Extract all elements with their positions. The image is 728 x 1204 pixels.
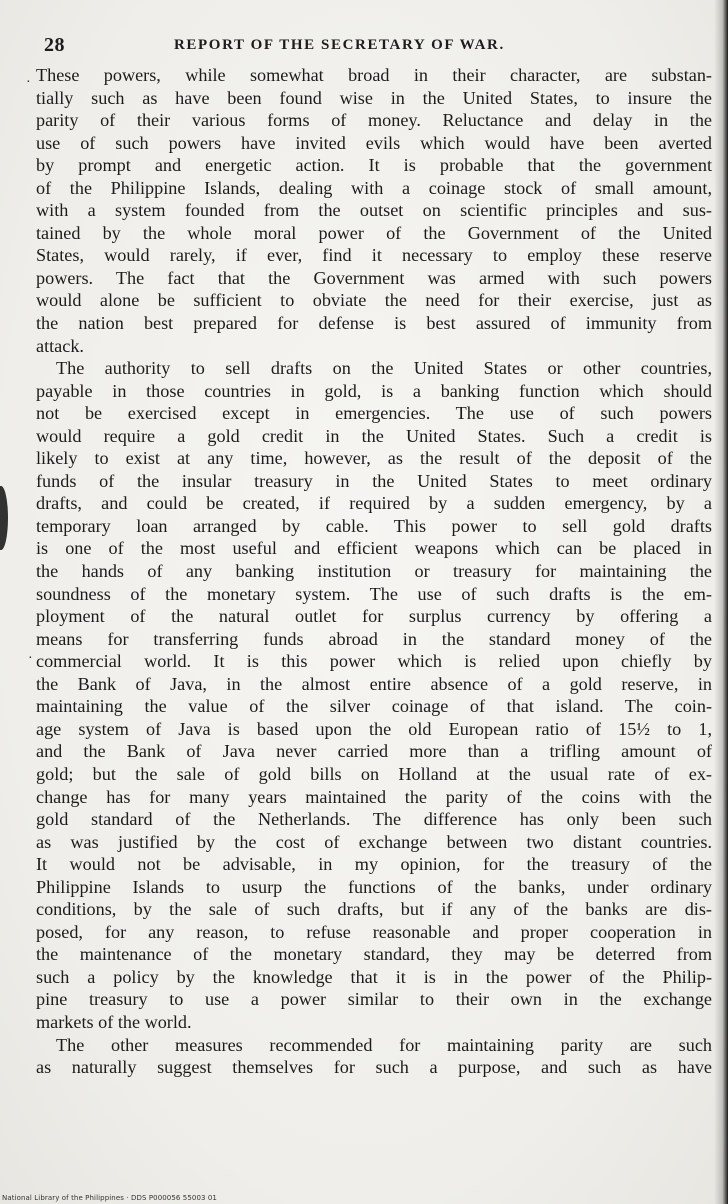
text-line: maintaining the value of the silver coinage of that island. The coin- bbox=[36, 696, 712, 717]
margin-dot: · bbox=[28, 651, 33, 666]
text-line: pine treasury to use a power similar to their own in the exchange bbox=[36, 989, 712, 1010]
text-line: as was justified by the cost of exchange between two distant countries. bbox=[36, 831, 712, 852]
text-line: markets of the world. bbox=[36, 1011, 192, 1032]
running-title: REPORT OF THE SECRETARY OF WAR. bbox=[174, 37, 505, 53]
page-number: 28 bbox=[44, 34, 65, 56]
body-text bbox=[36, 64, 712, 1079]
text-line: tially such as have been found wise in the United States, to insure the bbox=[36, 87, 712, 108]
text-line: by prompt and energetic action. It is probable that the government bbox=[36, 155, 712, 176]
text-line: temporary loan arranged by cable. This power to sell gold drafts bbox=[36, 515, 712, 536]
text-line: attack. bbox=[36, 335, 84, 356]
text-line: drafts, and could be created, if required by a sudden emergency, by a bbox=[36, 493, 712, 514]
text-line: These powers, while somewhat broad in their character, are substan- bbox=[36, 65, 712, 85]
text-line: would require a gold credit in the United States. Such a credit is bbox=[36, 425, 712, 446]
text-line: age system of Java is based upon the old European ratio of 15½ to 1, bbox=[36, 718, 712, 739]
text-line: likely to exist at any time, however, as the result of the deposit of the bbox=[36, 448, 712, 469]
text-line: It would not be advisable, in my opinion, for the treasury of the bbox=[36, 854, 712, 875]
text-line: as naturally suggest themselves for such a purpose, and such as have bbox=[36, 1057, 712, 1078]
paragraph bbox=[36, 357, 712, 1033]
text-line: funds of the insular treasury in the United States to meet ordinary bbox=[36, 470, 712, 491]
scan-edge-smudge bbox=[0, 486, 8, 550]
text-line: would alone be sufficient to obviate the need for their exercise, just as bbox=[36, 290, 712, 311]
text-line: the nation best prepared for defense is best assured of immunity from bbox=[36, 313, 712, 334]
text-line: the hands of any banking institution or treasury for maintaining the bbox=[36, 561, 712, 582]
running-head bbox=[44, 34, 704, 58]
margin-dot: · bbox=[26, 75, 31, 90]
text-line: such a policy by the knowledge that it is in the power of the Philip- bbox=[36, 966, 712, 987]
text-line: use of such powers have invited evils which would have been averted bbox=[36, 132, 712, 153]
scan-footer: National Library of the Philippines · DDS P000056 55003 01 bbox=[2, 1194, 217, 1202]
text-line: tained by the whole moral power of the Government of the United bbox=[36, 222, 712, 243]
text-line: The other measures recommended for maintaining parity are such bbox=[56, 1034, 712, 1055]
text-line: ployment of the natural outlet for surplus currency by offering a bbox=[36, 606, 712, 627]
text-line: is one of the most useful and efficient weapons which can be placed in bbox=[36, 538, 712, 559]
text-line: posed, for any reason, to refuse reasonable and proper cooperation in bbox=[36, 921, 712, 942]
paragraph bbox=[36, 1034, 712, 1079]
text-line: with a system founded from the outset on scientific principles and sus- bbox=[36, 200, 712, 221]
text-line: States, would rarely, if ever, find it necessary to employ these reserve bbox=[36, 245, 712, 266]
text-line: The authority to sell drafts on the United States or other countries, bbox=[56, 358, 712, 379]
text-line: soundness of the monetary system. The use of such drafts is the em- bbox=[36, 583, 712, 604]
text-line: not be exercised except in emergencies. The use of such powers bbox=[36, 403, 712, 424]
text-line: means for transferring funds abroad in the standard money of the bbox=[36, 628, 712, 649]
text-line: Philippine Islands to usurp the functions of the banks, under ordinary bbox=[36, 876, 712, 897]
text-line: of the Philippine Islands, dealing with a coinage stock of small amount, bbox=[36, 177, 712, 198]
text-line: powers. The fact that the Government was armed with such powers bbox=[36, 267, 712, 288]
text-line: conditions, by the sale of such drafts, but if any of the banks are dis- bbox=[36, 899, 712, 920]
text-line: payable in those countries in gold, is a banking function which should bbox=[36, 380, 712, 401]
text-line: the Bank of Java, in the almost entire absence of a gold reserve, in bbox=[36, 673, 712, 694]
text-line: and the Bank of Java never carried more than a trifling amount of bbox=[36, 741, 712, 762]
book-spine-shadow bbox=[714, 0, 728, 1204]
text-line: the maintenance of the monetary standard, they may be deterred from bbox=[36, 944, 712, 965]
text-line: parity of their various forms of money. Reluctance and delay in the bbox=[36, 110, 712, 131]
text-line: commercial world. It is this power which is relied upon chiefly by bbox=[36, 651, 712, 672]
paragraph bbox=[36, 64, 712, 357]
text-line: gold standard of the Netherlands. The difference has only been such bbox=[36, 809, 712, 830]
text-line: gold; but the sale of gold bills on Holland at the usual rate of ex- bbox=[36, 763, 712, 784]
text-line: change has for many years maintained the parity of the coins with the bbox=[36, 786, 712, 807]
